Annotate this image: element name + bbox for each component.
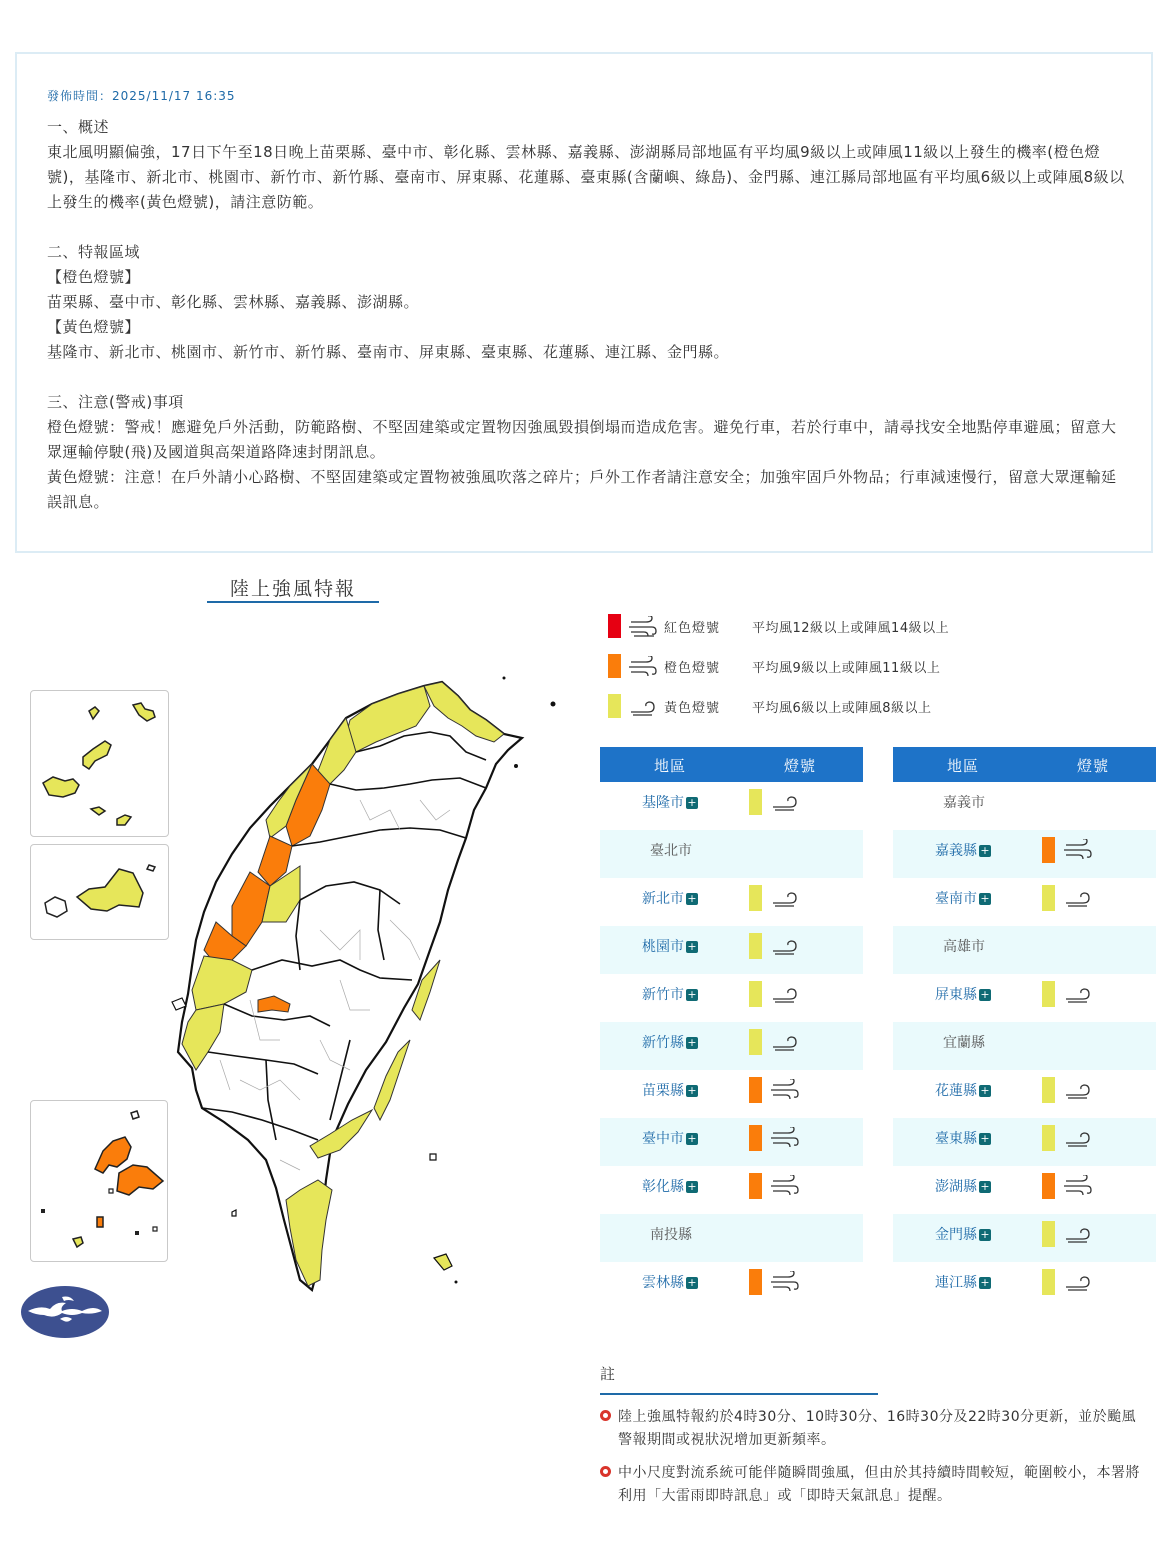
table-row: [893, 1070, 1156, 1118]
region-name[interactable]: [642, 1128, 698, 1148]
signal-swatch-orange: [749, 1125, 762, 1151]
region-label: 臺北市: [650, 843, 692, 859]
wind-icon: [770, 935, 800, 959]
legend-row-orange: [600, 652, 1160, 678]
region-label: 新竹縣: [642, 1035, 684, 1051]
strong-wind-icon: [770, 1127, 800, 1151]
strong-wind-icon: [770, 1175, 800, 1199]
signal-swatch-orange: [749, 1269, 762, 1295]
expand-plus-icon[interactable]: +: [687, 796, 697, 809]
region-label: 雲林縣: [642, 1275, 684, 1291]
table-row: [893, 1118, 1156, 1166]
wind-icon: [1063, 1223, 1093, 1247]
signal-swatch-yellow: [749, 1029, 762, 1055]
signal-swatch-yellow: [749, 981, 762, 1007]
region-table-left: [600, 747, 863, 1310]
region-name[interactable]: [935, 1080, 991, 1100]
table-row: [600, 830, 863, 878]
table-row: [893, 1262, 1156, 1310]
legend-name-yellow: 黃色燈號: [664, 701, 721, 716]
wind-icon: [770, 791, 800, 815]
note-item: [600, 1406, 1148, 1452]
signal-swatch-yellow: [749, 789, 762, 815]
region-label: 桃園市: [642, 939, 684, 955]
col-region-header: 地區: [947, 757, 980, 775]
bullet-icon: [600, 1410, 611, 1421]
region-name[interactable]: [642, 984, 698, 1004]
region-label: 花蓮縣: [935, 1083, 977, 1099]
signal-swatch-orange: [749, 1077, 762, 1103]
taiwan-map[interactable]: [0, 660, 570, 1300]
expand-plus-icon[interactable]: +: [687, 1180, 697, 1193]
region-name: [943, 792, 985, 812]
region-label: 澎湖縣: [935, 1179, 977, 1195]
notes-title: 註: [600, 1365, 616, 1383]
signal-swatch-yellow: [1042, 1077, 1055, 1103]
signal-swatch-yellow: [1042, 1125, 1055, 1151]
wind-icon: [1063, 887, 1093, 911]
section3-title: 三、注意(警戒)事項: [47, 393, 184, 411]
bullet-icon: [600, 1466, 611, 1477]
table-row: [600, 926, 863, 974]
signal-swatch-orange: [749, 1173, 762, 1199]
signal-swatch-yellow: [1042, 885, 1055, 911]
signal-swatch-orange: [1042, 1173, 1055, 1199]
table-row: [600, 878, 863, 926]
region-name[interactable]: [642, 792, 698, 812]
region-name[interactable]: [935, 1272, 991, 1292]
yellow-areas: 基隆市、新北市、桃園市、新竹市、新竹縣、臺南市、屏東縣、臺東縣、花蓮縣、連江縣、金門縣。: [47, 343, 730, 361]
region-name[interactable]: [935, 888, 991, 908]
table-row: [893, 1214, 1156, 1262]
wind-icon: [1063, 1271, 1093, 1295]
wind-icon: [770, 887, 800, 911]
region-name[interactable]: [935, 1128, 991, 1148]
table-row: [893, 1166, 1156, 1214]
table-row: [600, 1214, 863, 1262]
region-label: 金門縣: [935, 1227, 977, 1243]
region-name[interactable]: [935, 840, 991, 860]
issued-time: 發佈時間：2025/11/17 16:35: [47, 89, 236, 103]
region-label: 新北市: [642, 891, 684, 907]
col-signal-header: 燈號: [1077, 757, 1110, 775]
table-row: [600, 974, 863, 1022]
region-label: 臺南市: [935, 891, 977, 907]
region-name[interactable]: [642, 888, 698, 908]
region-name[interactable]: [642, 936, 698, 956]
table-row: [600, 1118, 863, 1166]
legend-row-yellow: [600, 692, 1160, 718]
yellow-heading: 【黃色燈號】: [47, 318, 141, 336]
signal-swatch-yellow: [1042, 1269, 1055, 1295]
signal-swatch-yellow: [749, 933, 762, 959]
wind-icon: [628, 696, 658, 718]
region-label: 彰化縣: [642, 1179, 684, 1195]
strong-wind-icon: [770, 1079, 800, 1103]
region-name[interactable]: [935, 1176, 991, 1196]
wind-icon: [1063, 1127, 1093, 1151]
legend-swatch-orange: [608, 654, 621, 678]
wind-icon: [1063, 983, 1093, 1007]
section1-body: 東北風明顯偏強，17日下午至18日晚上苗栗縣、臺中市、彰化縣、雲林縣、嘉義縣、澎湖縣局部地區有平均風9級以上或陣風11級以上發生的機率(橙色燈號)，基隆市、新北市、桃園市、新竹市、新竹縣、臺南市、屏東縣、花蓮縣、臺東縣(含蘭嶼、綠島)、金門縣、連江縣局部地區有平均風6級以上或陣風8級以上發生的機率(黃色燈號)，請注意防範。: [47, 143, 1125, 211]
region-name[interactable]: [642, 1080, 698, 1100]
region-label: 連江縣: [935, 1275, 977, 1291]
wind-icon: [1063, 1079, 1093, 1103]
signal-swatch-yellow: [1042, 981, 1055, 1007]
legend-desc-red: 平均風12級以上或陣風14級以上: [752, 621, 950, 636]
expand-plus-icon[interactable]: +: [980, 844, 990, 857]
table-row: [600, 782, 863, 830]
table-row: [893, 830, 1156, 878]
legend-desc-yellow: 平均風6級以上或陣風8級以上: [752, 701, 932, 716]
cwa-logo-icon: [20, 1285, 110, 1339]
region-label: 基隆市: [642, 795, 684, 811]
strong-wind-icon: [628, 616, 658, 638]
region-name[interactable]: [935, 1224, 991, 1244]
section1-title: 一、概述: [47, 118, 110, 136]
table-row: [893, 974, 1156, 1022]
note-item: [600, 1462, 1148, 1508]
table-header: [893, 747, 1156, 782]
strong-wind-icon: [770, 1271, 800, 1295]
region-label: 南投縣: [650, 1227, 692, 1243]
expand-plus-icon[interactable]: +: [980, 1084, 990, 1097]
strong-wind-icon: [1063, 839, 1093, 863]
region-label: 新竹市: [642, 987, 684, 1003]
expand-plus-icon[interactable]: +: [687, 1276, 697, 1289]
orange-areas: 苗栗縣、臺中市、彰化縣、雲林縣、嘉義縣、澎湖縣。: [47, 293, 420, 311]
expand-plus-icon[interactable]: +: [980, 1276, 990, 1289]
table-row: [893, 878, 1156, 926]
region-name[interactable]: [642, 1032, 698, 1052]
legend-name-red: 紅色燈號: [664, 621, 721, 636]
expand-plus-icon[interactable]: +: [687, 892, 697, 905]
region-label: 臺中市: [642, 1131, 684, 1147]
region-label: 臺東縣: [935, 1131, 977, 1147]
expand-plus-icon[interactable]: +: [687, 1036, 697, 1049]
strong-wind-icon: [628, 656, 658, 678]
orange-heading: 【橙色燈號】: [47, 268, 141, 286]
region-name[interactable]: [642, 1272, 698, 1292]
legend-row-red: [600, 612, 1160, 638]
signal-swatch-yellow: [749, 885, 762, 911]
legend-swatch-yellow: [608, 694, 621, 718]
table-row: [600, 1166, 863, 1214]
region-label: 宜蘭縣: [943, 1035, 985, 1051]
expand-plus-icon[interactable]: +: [980, 988, 990, 1001]
expand-plus-icon[interactable]: +: [687, 988, 697, 1001]
region-table-right: [893, 747, 1156, 1310]
region-name: [650, 1224, 692, 1244]
strong-wind-icon: [1063, 1175, 1093, 1199]
expand-plus-icon[interactable]: +: [980, 1132, 990, 1145]
expand-plus-icon[interactable]: +: [980, 892, 990, 905]
table-row: [600, 1262, 863, 1310]
legend-desc-orange: 平均風9級以上或陣風11級以上: [752, 661, 941, 676]
region-name[interactable]: [642, 1176, 698, 1196]
signal-swatch-orange: [1042, 837, 1055, 863]
legend-swatch-red: [608, 614, 621, 638]
expand-plus-icon[interactable]: +: [980, 1180, 990, 1193]
region-label: 苗栗縣: [642, 1083, 684, 1099]
notes-underline: [600, 1393, 878, 1395]
expand-plus-icon[interactable]: +: [687, 940, 697, 953]
region-label: 嘉義市: [943, 795, 985, 811]
map-title: 陸上強風特報: [229, 578, 356, 600]
orange-notice: 橙色燈號：警戒！應避免戶外活動，防範路樹、不堅固建築或定置物因強風毀損倒塌而造成危害。避免行車，若於行車中，請尋找安全地點停車避風；留意大眾運輸停駛(飛)及國道與高架道路降速封閉訊息。: [47, 418, 1117, 461]
map-title-underline: [207, 601, 379, 603]
wind-icon: [770, 983, 800, 1007]
region-name: [943, 936, 985, 956]
region-label: 嘉義縣: [935, 843, 977, 859]
region-name: [650, 840, 692, 860]
report-body: [47, 115, 1127, 515]
table-row: [893, 926, 1156, 974]
expand-plus-icon[interactable]: +: [687, 1132, 697, 1145]
table-row: [600, 1070, 863, 1118]
table-header: [600, 747, 863, 782]
region-name: [943, 1032, 985, 1052]
section2-title: 二、特報區域: [47, 243, 141, 261]
signal-swatch-yellow: [1042, 1221, 1055, 1247]
table-row: [893, 782, 1156, 830]
region-label: 屏東縣: [935, 987, 977, 1003]
table-row: [600, 1022, 863, 1070]
table-row: [893, 1022, 1156, 1070]
note-text: 中小尺度對流系統可能伴隨瞬間強風，但由於其持續時間較短，範圍較小，本署將利用「大雷雨即時訊息」或「即時天氣訊息」提醒。: [618, 1465, 1140, 1504]
col-signal-header: 燈號: [784, 757, 817, 775]
region-name[interactable]: [935, 984, 991, 1004]
wind-icon: [770, 1031, 800, 1055]
expand-plus-icon[interactable]: +: [980, 1228, 990, 1241]
legend-name-orange: 橙色燈號: [664, 661, 721, 676]
region-label: 高雄市: [943, 939, 985, 955]
expand-plus-icon[interactable]: +: [687, 1084, 697, 1097]
yellow-notice: 黃色燈號：注意！在戶外請小心路樹、不堅固建築或定置物被強風吹落之碎片；戶外工作者請注意安全；加強牢固戶外物品；行車減速慢行，留意大眾運輸延誤訊息。: [47, 468, 1117, 511]
note-text: 陸上強風特報約於4時30分、10時30分、16時30分及22時30分更新，並於颱風警報期間或視狀況增加更新頻率。: [618, 1409, 1137, 1448]
report-panel: [15, 52, 1153, 553]
col-region-header: 地區: [654, 757, 687, 775]
